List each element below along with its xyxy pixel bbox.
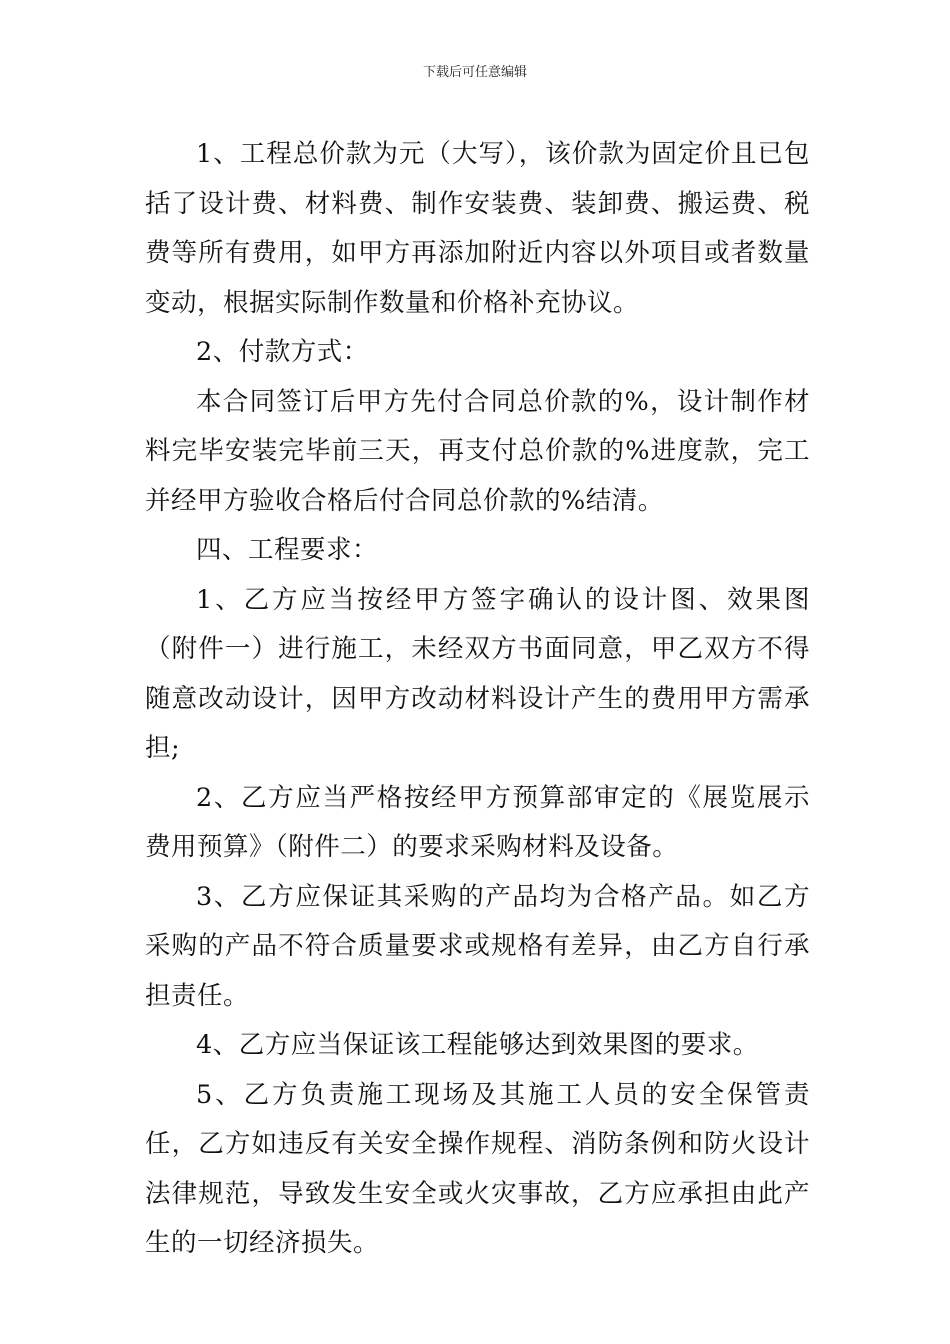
clause-payment-terms: 本合同签订后甲方先付合同总价款的%，设计制作材料完毕安装完毕前三天，再支付总价款的%进度款，完工并经甲方验收合格后付合同总价款的%结清。	[145, 386, 810, 516]
clause-total-price: 1、工程总价款为元（大写），该价款为固定价且已包括了设计费、材料费、制作安装费、装卸费、搬运费、税费等所有费用，如甲方再添加附近内容以外项目或者数量变动，根据实际制作数量和价格补充协议。	[145, 139, 810, 318]
requirement-4: 4、乙方应当保证该工程能够达到效果图的要求。	[196, 1030, 759, 1060]
requirement-1: 1、乙方应当按经甲方签字确认的设计图、效果图（附件一）进行施工，未经双方书面同意，甲乙双方不得随意改动设计，因甲方改动材料设计产生的费用甲方需承担;	[145, 584, 810, 763]
requirement-3: 3、乙方应保证其采购的产品均为合格产品。如乙方采购的产品不符合质量要求或规格有差异，由乙方自行承担责任。	[145, 881, 810, 1011]
section-heading-requirements: 四、工程要求：	[196, 535, 379, 565]
document-body	[145, 130, 810, 1269]
requirement-5: 5、乙方负责施工现场及其施工人员的安全保管责任，乙方如违反有关安全操作规程、消防条例和防火设计法律规范，导致发生安全或火灾事故，乙方应承担由此产生的一切经济损失。	[145, 1079, 810, 1258]
requirement-2: 2、乙方应当严格按经甲方预算部审定的《展览展示费用预算》（附件二）的要求采购材料及设备。	[145, 782, 810, 862]
clause-payment-method-heading: 2、付款方式：	[196, 337, 369, 367]
page-header-note: 下载后可任意编辑	[422, 65, 527, 80]
